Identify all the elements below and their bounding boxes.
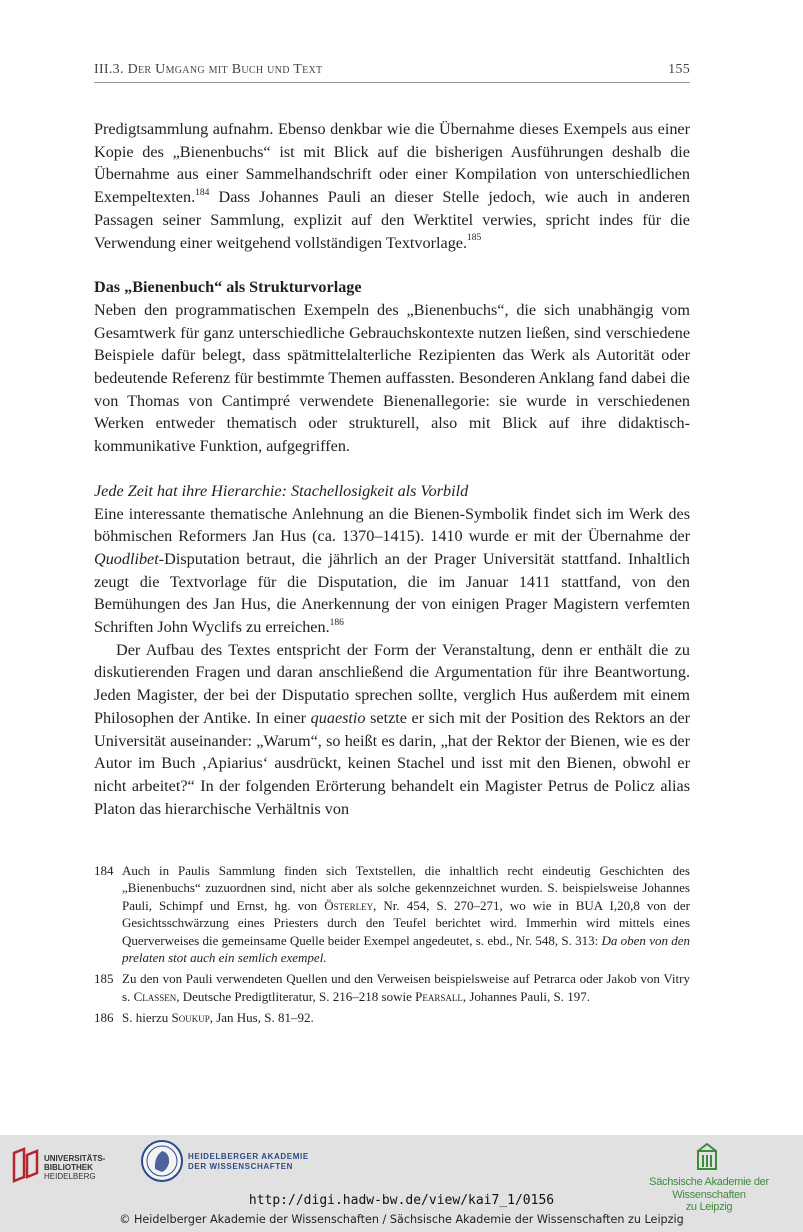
footnote-184: 184 Auch in Paulis Sammlung finden sich Textstellen, die inhaltlich recht eindeutig Geschichten des „Bienenbuchs“ zuzuordnen sind, nicht aber als solche gekennzeichnet wurden. S. beispielsweise Johannes Pauli, Schimpf und Ernst, hg. von Österley, Nr. 454, S. 270–271, wo wie in BUA I,20,8 von der Gesichtsschwärzung eines Priesters durch den Teufel berichtet wird. Immerhin wird mittels eines Querverweises die gemeinsame Quelle beider Exempel angedeutet, s. ebd., Nr. 548, S. 313: Da oben von den prelaten stot auch ein semlich exempel. xyxy=(94,863,690,966)
footnote-186: 186 S. hierzu Soukup, Jan Hus, S. 81–92. xyxy=(94,1010,314,1026)
subsection-heading: Jede Zeit hat ihre Hierarchie: Stachellosigkeit als Vorbild xyxy=(94,481,469,500)
footnote-ref-186[interactable]: 186 xyxy=(329,617,344,628)
footnotes xyxy=(94,862,690,1031)
copyright-notice: © Heidelberger Akademie der Wissenschaften / Sächsische Akademie der Wissenschaften zu Leipzig xyxy=(119,1213,684,1226)
footnote-ref-184[interactable]: 184 xyxy=(195,187,210,198)
paragraph-3: Eine interessante thematische Anlehnung an die Bienen-Symbolik findet sich im Werk des böhmischen Reformers Jan Hus (ca. 1370–1415). 1410 wurde er mit der Übernahme der Quodlibet-Disputation betraut, die jährlich an der Prager Universität stattfand. Inhaltlich zeugt die Textvorlage für die Disputation, die im Januar 1411 stattfand, von den Bemühungen des Jan Hus, die Anerkennung der von einigen Prager Magistern verfemten Schriften John Wyclifs zu erreichen.$^{186}$ xyxy=(94,504,690,637)
footer-bar: UNIVERSITÄTS- BIBLIOTHEK HEIDELBERG HEIDELBERGER AKADEMIE DER WISSENSCHAFTEN Sächsische Akademie der Wissenschaften zu Leipzig xyxy=(0,1135,803,1232)
footnote-ref-185[interactable]: 185 xyxy=(467,233,482,244)
ub-heidelberg-logo[interactable]: UNIVERSITÄTS- BIBLIOTHEK HEIDELBERG xyxy=(10,1145,140,1195)
running-header xyxy=(94,60,690,83)
permalink-url[interactable]: http://digi.hadw-bw.de/view/kai7_1/0156 xyxy=(248,1193,555,1208)
page-number: 155 xyxy=(668,62,690,77)
hadw-name: HEIDELBERGER AKADEMIE DER WISSENSCHAFTEN xyxy=(188,1152,309,1171)
paragraph-2: Neben den programmatischen Exempeln des „Bienenbuchs“, die sich unabhängig vom Gesamtwerk für ganz unterschiedliche Gebrauchskontexte nutzen ließen, sind verschiedene Beispiele dafür belegt, dass spätmittelalterliche Rezipienten das Werk als Autorität oder bedeutende Referenz für bestimmte Themen auffassten. Besonderen Anklang fand dabei die von Thomas von Cantimpré verwendete Bienenallegorie: sie wurde in verschiedenen Werken entweder thematisch oder strukturell, also mit Blick auf ihre didaktisch-kommunikative Funktion, aufgegriffen. xyxy=(94,300,690,456)
ub-heidelberg-icon xyxy=(10,1147,40,1183)
saw-building-icon xyxy=(696,1143,718,1171)
section-heading: Das „Bienenbuch“ als Strukturvorlage xyxy=(94,278,362,297)
paragraph-1: Predigtsammlung aufnahm. Ebenso denkbar wie die Übernahme dieses Exempels aus einer Kopie des „Bienenbuchs“ ist mit Blick auf die bisherigen Ausführungen deshalb die Übernahme aus einer Sammelhandschrift oder einer Kompilation von unterschiedlichen Exempeltexten.$^{184}$ Dass Johannes Pauli an dieser Stelle jedoch, wie auch in anderen Passagen seiner Sammlung, explizit auf den Werktitel verwies, spricht indes für die Verwendung einer weitgehend vollständigen Textvorlage.$^{185}$ xyxy=(94,120,690,252)
main-text xyxy=(94,118,690,820)
paragraph-4: Der Aufbau des Textes entspricht der Form der Veranstaltung, denn er enthält die zu diskutierenden Fragen und daran anschließend die Argumentation für ihre Beantwortung. Jeden Magister, der bei der Disputatio sprechen sollte, verglich Hus außerdem mit einem Philosophen der Antike. In einer quaestio setzte er sich mit der Position des Rektors an der Universität auseinander: „Warum“, so heißt es darin, „hat der Rektor der Bienen, wie es der Autor im Buch ‚Apiarius‘ ausdrückt, keinen Stachel und isst mit den Bienen, obwohl er nicht arbeitet?“ In der folgenden Erörterung behandelt ein Magister Petrus de Policz alias Platon das hierarchische Verhältnis von xyxy=(94,640,690,818)
hadw-seal-icon[interactable] xyxy=(140,1139,184,1183)
running-title: III.3. Der Umgang mit Buch und Text xyxy=(94,62,323,77)
footnote-185: 185 Zu den von Pauli verwendeten Quellen und den Verweisen beispielsweise auf Petrarca oder Jakob von Vitry s. Classen, Deutsche Predigtliteratur, S. 216–218 sowie Pearsall, Johannes Pauli, S. 197. xyxy=(94,971,690,1004)
